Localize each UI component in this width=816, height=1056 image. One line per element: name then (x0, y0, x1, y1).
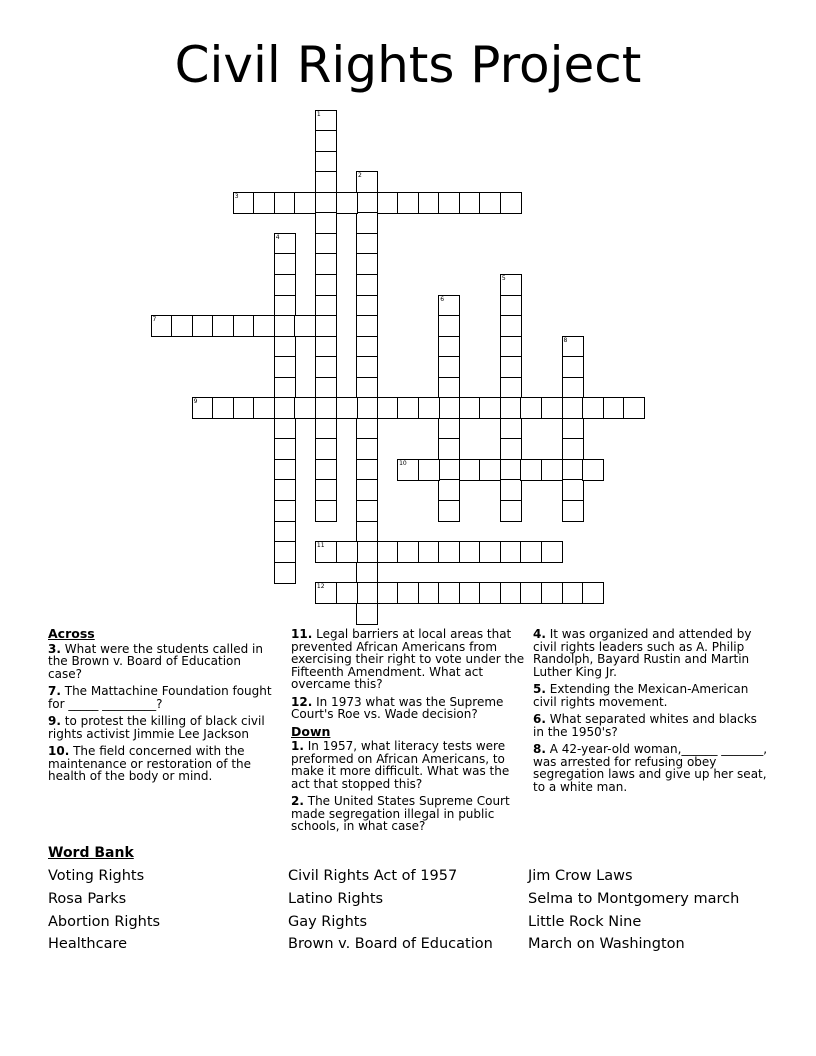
cell-number: 10 (399, 459, 407, 467)
crossword-cell[interactable] (274, 336, 296, 358)
crossword-cell[interactable] (438, 418, 460, 440)
cell-number: 7 (152, 316, 157, 323)
crossword-cell[interactable] (356, 541, 378, 563)
crossword-cell[interactable] (438, 315, 460, 337)
crossword-cell[interactable] (541, 582, 563, 604)
crossword-cell[interactable] (500, 500, 522, 522)
crossword-cell[interactable] (520, 541, 542, 563)
crossword-cell[interactable] (438, 582, 460, 604)
cell-number: 8 (563, 336, 568, 344)
crossword-cell[interactable] (562, 459, 584, 481)
crossword-cell[interactable] (274, 233, 296, 255)
crossword-cell[interactable] (541, 397, 563, 419)
crossword-cell[interactable] (623, 397, 645, 419)
crossword-cell[interactable] (500, 459, 522, 481)
crossword-cell[interactable] (315, 151, 337, 173)
crossword-cell[interactable] (418, 459, 440, 481)
crossword-cell[interactable] (438, 500, 460, 522)
crossword-cell[interactable] (274, 315, 296, 337)
crossword-cell[interactable] (315, 295, 337, 317)
crossword-cell[interactable] (315, 438, 337, 460)
crossword-cell[interactable] (459, 459, 481, 481)
cell-number: 1 (316, 110, 321, 118)
crossword-cell[interactable] (315, 274, 337, 296)
crossword-cell[interactable] (315, 233, 337, 255)
crossword-cell[interactable] (274, 192, 296, 214)
crossword-cell[interactable] (315, 253, 337, 275)
crossword-cell[interactable] (274, 397, 296, 419)
word-bank-item: Little Rock Nine (528, 914, 642, 930)
crossword-cell[interactable] (479, 397, 501, 419)
crossword-cell[interactable] (603, 397, 625, 419)
crossword-cell[interactable] (418, 397, 440, 419)
crossword-cell[interactable] (253, 192, 275, 214)
crossword-cell[interactable] (253, 315, 275, 337)
crossword-cell[interactable] (377, 582, 399, 604)
crossword-cell[interactable] (336, 582, 358, 604)
crossword-cell[interactable] (336, 192, 358, 214)
crossword-cell[interactable] (274, 356, 296, 378)
crossword-cell[interactable] (479, 192, 501, 214)
crossword-cell[interactable] (274, 438, 296, 460)
word-bank-item: March on Washington (528, 936, 685, 952)
crossword-cell[interactable] (520, 459, 542, 481)
crossword-cell[interactable] (356, 192, 378, 214)
crossword-cell[interactable] (253, 397, 275, 419)
cell-number: 11 (316, 542, 325, 549)
crossword-cell[interactable] (356, 582, 378, 604)
crossword-cell[interactable] (356, 212, 378, 234)
crossword-cell[interactable] (356, 315, 378, 337)
crossword-cell[interactable] (377, 397, 399, 419)
crossword-cell[interactable] (315, 356, 337, 378)
crossword-cell[interactable] (274, 274, 296, 296)
crossword-cell[interactable] (356, 171, 378, 193)
crossword-cell[interactable] (315, 541, 337, 563)
crossword-cell[interactable] (500, 397, 522, 419)
crossword-cell[interactable] (315, 192, 337, 214)
word-bank-heading: Word Bank (48, 845, 134, 861)
crossword-cell[interactable] (582, 397, 604, 419)
crossword-cell[interactable] (274, 541, 296, 563)
crossword-cell[interactable] (562, 397, 584, 419)
crossword-cell[interactable] (274, 500, 296, 522)
crossword-cell[interactable] (315, 130, 337, 152)
clues-column-1 (48, 628, 276, 788)
crossword-cell[interactable] (562, 500, 584, 522)
cell-number: 3 (234, 192, 239, 200)
crossword-cell[interactable] (294, 397, 316, 419)
clue-down-5: 5. Extending the Mexican-American civil rights movement. (533, 682, 749, 709)
crossword-cell[interactable] (500, 336, 522, 358)
crossword-cell[interactable] (562, 438, 584, 460)
crossword-cell[interactable] (274, 377, 296, 399)
crossword-cell[interactable] (459, 397, 481, 419)
crossword-cell[interactable] (315, 479, 337, 501)
crossword-cell[interactable] (500, 479, 522, 501)
crossword-cell[interactable] (377, 541, 399, 563)
crossword-cell[interactable] (500, 274, 522, 296)
crossword-cell[interactable] (356, 479, 378, 501)
crossword-cell[interactable] (500, 582, 522, 604)
crossword-cell[interactable] (274, 459, 296, 481)
crossword-cell[interactable] (438, 192, 460, 214)
clue-down-2: 2. The United States Supreme Court made segregation illegal in public schools, in what case? (291, 794, 510, 833)
clue-down-8: 8. A 42-year-old woman,______ _______, was arrested for refusing obey segregation laws and give up her seat, to a white man. (533, 742, 768, 794)
crossword-cell[interactable] (294, 192, 316, 214)
crossword-cell[interactable] (356, 356, 378, 378)
crossword-cell[interactable] (582, 582, 604, 604)
crossword-cell[interactable] (438, 397, 460, 419)
crossword-cell[interactable] (274, 253, 296, 275)
crossword-cell[interactable] (274, 418, 296, 440)
clue-across-11: 11. Legal barriers at local areas that prevented African Americans from exercising their right to vote under the Fifteenth Amendment. What act overcame this? (291, 627, 525, 691)
word-bank-item: Abortion Rights (48, 914, 161, 930)
word-bank-item: Latino Rights (288, 891, 384, 907)
clues-column-2 (291, 628, 527, 838)
crossword-cell[interactable] (397, 459, 419, 481)
crossword-cell[interactable] (336, 397, 358, 419)
crossword-cell[interactable] (356, 295, 378, 317)
crossword-cell[interactable] (562, 377, 584, 399)
crossword-cell[interactable] (520, 397, 542, 419)
crossword-cell[interactable] (418, 541, 440, 563)
crossword-cell[interactable] (192, 397, 214, 419)
crossword-cell[interactable] (459, 541, 481, 563)
crossword-cell[interactable] (356, 562, 378, 584)
cell-number: 9 (193, 398, 198, 406)
crossword-cell[interactable] (315, 582, 337, 604)
clue-down-4: 4. It was organized and attended by civil rights leaders such as A. Philip Randolph, Bayard Rustin and Martin Luther King Jr. (533, 627, 752, 679)
cell-number: 5 (501, 274, 506, 282)
crossword-cell[interactable] (479, 459, 501, 481)
clue-across-10: 10. The field concerned with the maintenance or restoration of the health of the body or mind. (48, 744, 252, 783)
crossword-cell[interactable] (336, 541, 358, 563)
crossword-cell[interactable] (438, 336, 460, 358)
crossword-cell[interactable] (315, 336, 337, 358)
clues-column-3 (533, 628, 769, 798)
word-bank-item: Rosa Parks (48, 891, 127, 907)
clue-down-6: 6. What separated whites and blacks in the 1950's? (533, 712, 757, 739)
crossword-cell[interactable] (315, 397, 337, 419)
crossword-cell[interactable] (500, 418, 522, 440)
crossword-cell[interactable] (315, 418, 337, 440)
cell-number: 6 (440, 295, 445, 303)
crossword-cell[interactable] (500, 295, 522, 317)
crossword-cell[interactable] (582, 459, 604, 481)
crossword-cell[interactable] (356, 253, 378, 275)
word-bank-item: Selma to Montgomery march (528, 891, 740, 907)
crossword-cell[interactable] (315, 315, 337, 337)
crossword-cell[interactable] (315, 171, 337, 193)
word-bank-item: Healthcare (48, 936, 128, 952)
down-heading: Down (291, 723, 331, 739)
crossword-cell[interactable] (459, 192, 481, 214)
crossword-cell[interactable] (212, 315, 234, 337)
crossword-cell[interactable] (500, 438, 522, 460)
clue-across-3: 3. What were the students called in the Brown v. Board of Education case? (48, 641, 263, 681)
crossword-cell[interactable] (500, 315, 522, 337)
word-bank-item: Voting Rights (48, 868, 145, 884)
crossword-cell[interactable] (438, 459, 460, 481)
crossword-cell[interactable] (315, 500, 337, 522)
crossword-cell[interactable] (274, 521, 296, 543)
crossword-cell[interactable] (315, 212, 337, 234)
crossword-cell[interactable] (500, 541, 522, 563)
across-heading: Across (48, 626, 95, 641)
page-title: Civil Rights Project (174, 36, 642, 94)
crossword-cell[interactable] (294, 315, 316, 337)
crossword-cell[interactable] (500, 192, 522, 214)
crossword-cell[interactable] (438, 377, 460, 399)
crossword-cell[interactable] (438, 541, 460, 563)
crossword-cell[interactable] (356, 336, 378, 358)
crossword-cell[interactable] (315, 377, 337, 399)
cell-number: 2 (358, 172, 362, 180)
crossword-cell[interactable] (541, 459, 563, 481)
crossword-cell[interactable] (438, 356, 460, 378)
crossword-cell[interactable] (377, 192, 399, 214)
crossword-cell[interactable] (315, 110, 337, 132)
crossword-cell[interactable] (356, 397, 378, 419)
cell-number: 12 (316, 583, 325, 591)
cell-number: 4 (275, 233, 280, 241)
crossword-cell[interactable] (418, 582, 440, 604)
crossword-cell[interactable] (356, 603, 378, 625)
crossword-cell[interactable] (151, 315, 173, 337)
crossword-cell[interactable] (171, 315, 193, 337)
crossword-cell[interactable] (397, 582, 419, 604)
crossword-cell[interactable] (356, 438, 378, 460)
crossword-cell[interactable] (418, 192, 440, 214)
crossword-cell[interactable] (356, 377, 378, 399)
crossword-cell[interactable] (356, 500, 378, 522)
word-bank-item: Brown v. Board of Education (288, 936, 493, 952)
crossword-cell[interactable] (192, 315, 214, 337)
clue-down-1: 1. In 1957, what literacy tests were preformed on African Americans, to make it more difficult. What was the act that stopped this? (291, 739, 510, 791)
crossword-cell[interactable] (274, 562, 296, 584)
crossword-cell[interactable] (562, 582, 584, 604)
crossword-cell[interactable] (479, 541, 501, 563)
crossword-cell[interactable] (500, 356, 522, 378)
crossword-cell[interactable] (397, 541, 419, 563)
crossword-cell[interactable] (541, 541, 563, 563)
crossword-cell[interactable] (356, 521, 378, 543)
crossword-cell[interactable] (562, 479, 584, 501)
crossword-cell[interactable] (356, 274, 378, 296)
crossword-cell[interactable] (212, 397, 234, 419)
crossword-cell[interactable] (438, 295, 460, 317)
clue-across-9: 9. to protest the killing of black civil rights activist Jimmie Lee Jackson (48, 714, 265, 741)
crossword-cell[interactable] (562, 356, 584, 378)
crossword-cell[interactable] (479, 582, 501, 604)
word-bank-item: Civil Rights Act of 1957 (288, 868, 458, 884)
clue-across-7: 7. The Mattachine Foundation fought for _____ _________? (48, 684, 272, 711)
crossword-cell[interactable] (274, 479, 296, 501)
crossword-cell[interactable] (233, 315, 255, 337)
crossword-cell[interactable] (562, 336, 584, 358)
crossword-cell[interactable] (459, 582, 481, 604)
crossword-cell[interactable] (397, 397, 419, 419)
crossword-cell[interactable] (438, 438, 460, 460)
crossword-cell[interactable] (274, 295, 296, 317)
word-bank-item: Jim Crow Laws (528, 868, 633, 884)
word-bank-item: Gay Rights (288, 914, 368, 930)
crossword-cell[interactable] (356, 233, 378, 255)
crossword-cell[interactable] (233, 192, 255, 214)
clue-across-12: 12. In 1973 what was the Supreme Court's Roe vs. Wade decision? (291, 694, 504, 721)
crossword-cell[interactable] (438, 479, 460, 501)
crossword-cell[interactable] (356, 459, 378, 481)
crossword-cell[interactable] (562, 418, 584, 440)
crossword-cell[interactable] (233, 397, 255, 419)
crossword-cell[interactable] (356, 418, 378, 440)
crossword-cell[interactable] (500, 377, 522, 399)
crossword-cell[interactable] (520, 582, 542, 604)
crossword-cell[interactable] (315, 459, 337, 481)
crossword-cell[interactable] (397, 192, 419, 214)
